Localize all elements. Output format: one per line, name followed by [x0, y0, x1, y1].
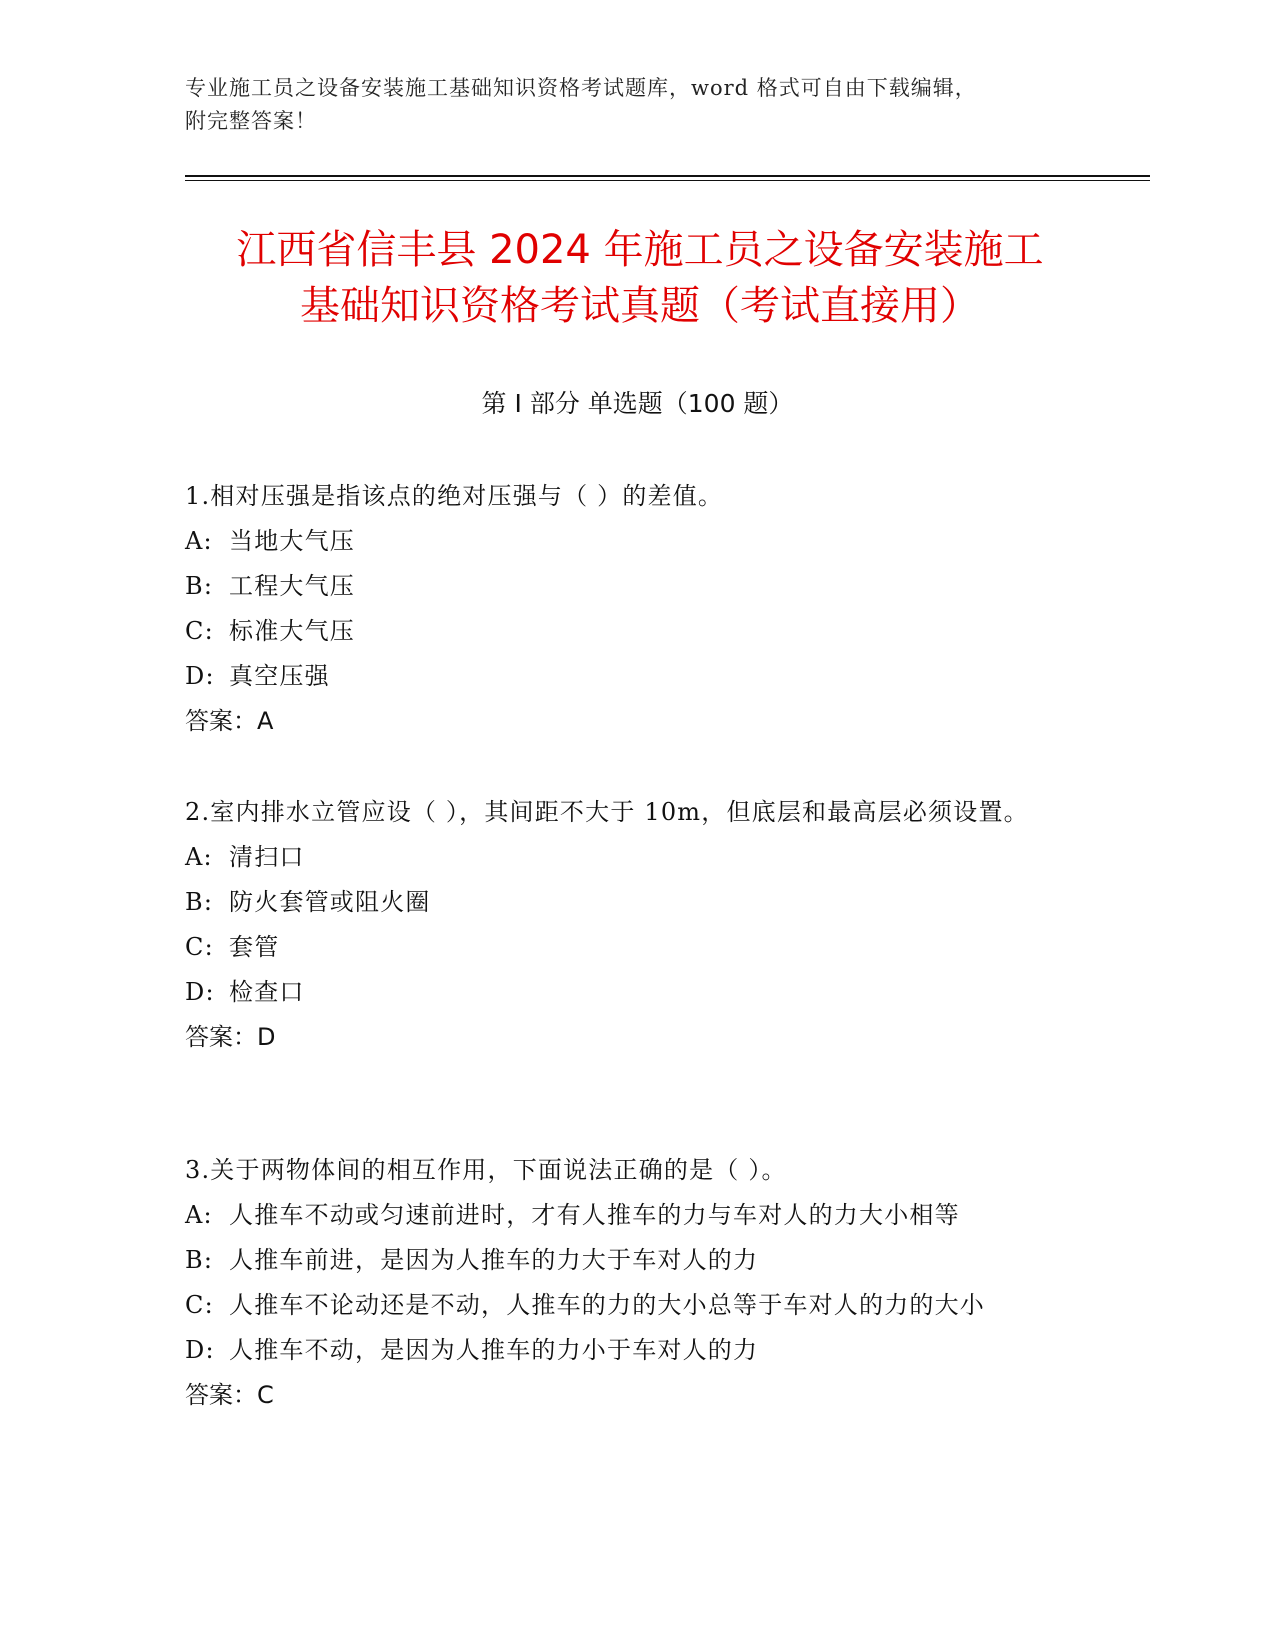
- question-3: [185, 1148, 1065, 1418]
- header-divider-thick: [185, 175, 1150, 177]
- option-d: [185, 654, 1065, 699]
- option-key: A:: [185, 1201, 213, 1229]
- option-b: [185, 564, 1065, 609]
- question-1: [185, 474, 1065, 744]
- option-text: 真空压强: [229, 662, 330, 690]
- option-text: 检查口: [229, 978, 305, 1006]
- option-key: B:: [185, 572, 214, 600]
- option-text: 标准大气压: [229, 617, 355, 645]
- question-stem: 1.相对压强是指该点的绝对压强与（ ）的差值。: [185, 482, 724, 510]
- section-title: 第 I 部分 单选题（100 题）: [481, 389, 794, 418]
- option-key: A:: [185, 843, 213, 871]
- option-a: [185, 519, 1065, 564]
- option-d: [185, 970, 1065, 1015]
- option-text: 人推车不动，是因为人推车的力小于车对人的力: [229, 1336, 759, 1364]
- option-c: [185, 925, 1065, 970]
- option-key: B:: [185, 888, 214, 916]
- option-text: 当地大气压: [229, 527, 355, 555]
- option-key: D:: [185, 1336, 215, 1364]
- header-divider-thin: [185, 180, 1150, 181]
- header-note-line-2: 附完整答案！: [185, 109, 317, 133]
- option-key: D:: [185, 662, 215, 690]
- option-key: B:: [185, 1246, 214, 1274]
- document-title-line-1: 江西省信丰县 2024 年施工员之设备安装施工: [236, 227, 1044, 273]
- option-c: [185, 1283, 1065, 1328]
- option-text: 人推车不论动还是不动，人推车的力的大小总等于车对人的力的大小: [229, 1291, 985, 1319]
- question-2: [185, 790, 1065, 1060]
- answer: 答案：C: [185, 1381, 274, 1409]
- option-key: A:: [185, 527, 213, 555]
- option-key: C:: [185, 1291, 214, 1319]
- option-b: [185, 880, 1065, 925]
- option-c: [185, 609, 1065, 654]
- document-title-line-2: 基础知识资格考试真题（考试直接用）: [300, 283, 980, 329]
- answer: 答案：D: [185, 1023, 276, 1051]
- header-note-line-1: 专业施工员之设备安装施工基础知识资格考试题库，word 格式可自由下载编辑，: [185, 76, 977, 100]
- option-key: C:: [185, 933, 214, 961]
- option-a: [185, 1193, 1065, 1238]
- option-key: D:: [185, 978, 215, 1006]
- option-b: [185, 1238, 1065, 1283]
- option-key: C:: [185, 617, 214, 645]
- option-text: 人推车不动或匀速前进时，才有人推车的力与车对人的力大小相等: [229, 1201, 960, 1229]
- option-text: 人推车前进，是因为人推车的力大于车对人的力: [229, 1246, 759, 1274]
- option-text: 清扫口: [229, 843, 305, 871]
- answer: 答案：A: [185, 707, 274, 735]
- option-text: 工程大气压: [229, 572, 355, 600]
- option-text: 套管: [229, 933, 280, 961]
- header-note: [185, 72, 1085, 138]
- option-a: [185, 835, 1065, 880]
- option-d: [185, 1328, 1065, 1373]
- option-text: 防火套管或阻火圈: [229, 888, 431, 916]
- document-title: [185, 222, 1095, 334]
- question-stem: 3.关于两物体间的相互作用，下面说法正确的是（ ）。: [185, 1156, 787, 1184]
- question-stem: 2.室内排水立管应设（ ），其间距不大于 10m，但底层和最高层必须设置。: [185, 798, 1029, 826]
